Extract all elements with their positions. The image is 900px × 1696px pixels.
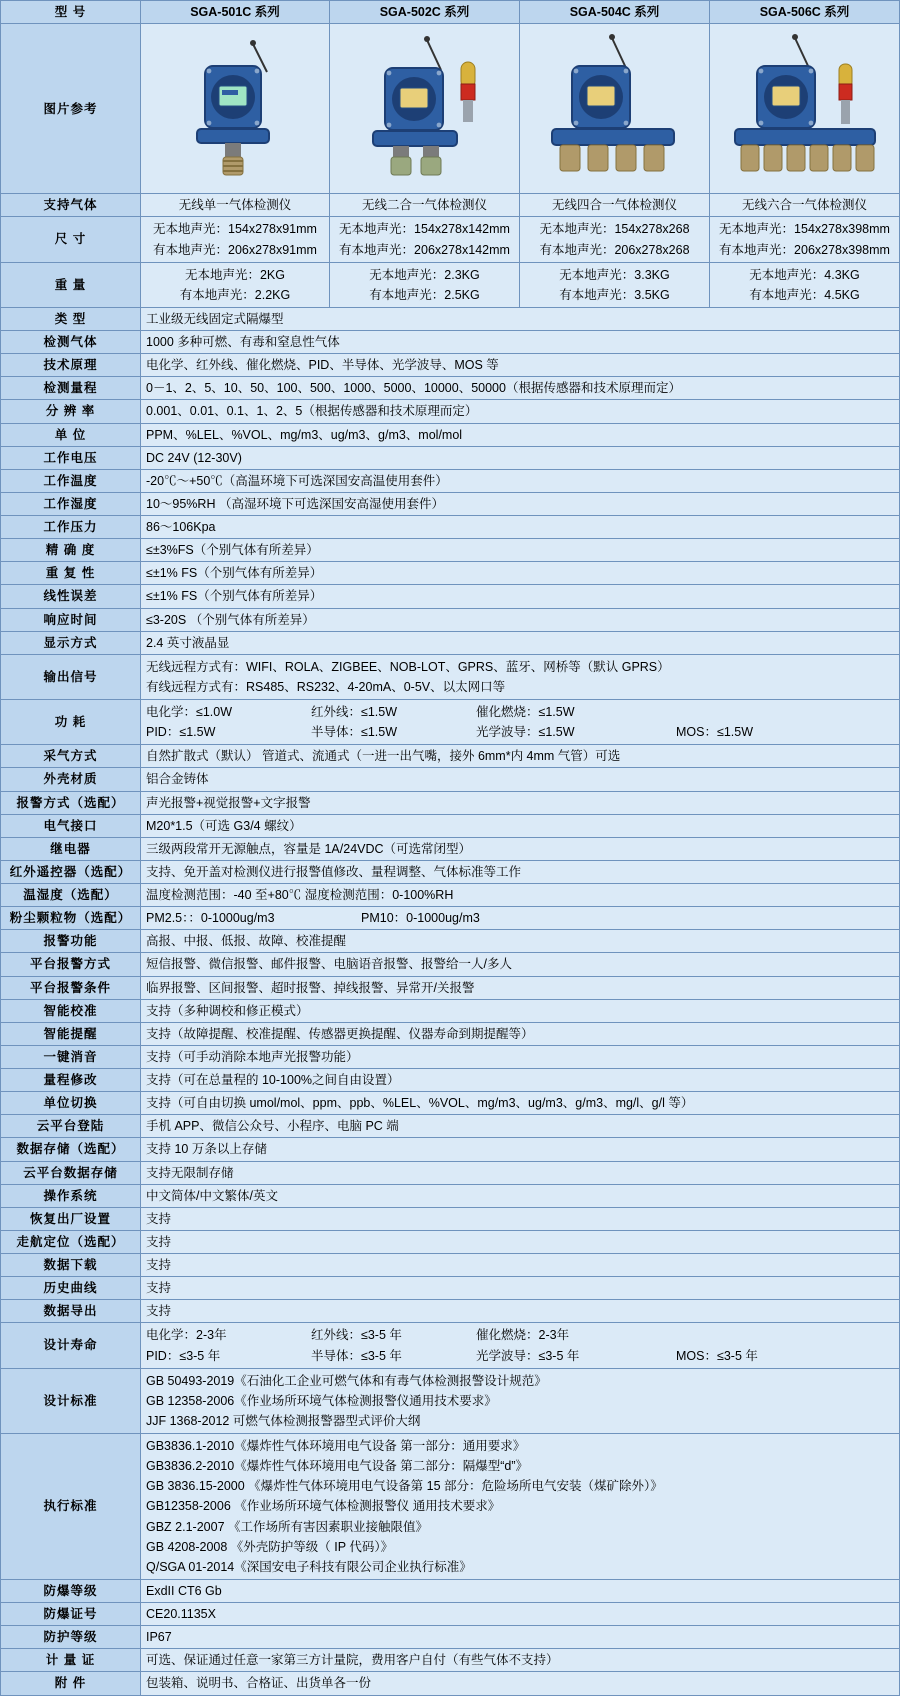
row-value-lifetime [141, 1323, 900, 1368]
row-label-model: 型 号 [1, 1, 141, 24]
table-row-power [1, 700, 900, 745]
row-value-power [141, 700, 900, 745]
row-label-humidity: 工作湿度 [1, 492, 141, 515]
row-value-metrology-cert: 可选、保证通过任意一家第三方计量院，费用客户自付（有些气体不支持） [141, 1649, 900, 1672]
row-value-platform-alarm-condition: 临界报警、区间报警、超时报警、掉线报警、异常开/关报警 [141, 976, 900, 999]
row-value-cloud-login: 手机 APP、微信公众号、小程序、电脑 PC 端 [141, 1115, 900, 1138]
table-row-platform-alarm-mode [1, 953, 900, 976]
power-electrochemical: 电化学：≤1.0W [146, 705, 233, 719]
lifetime-catalytic: 催化燃烧：2-3年 [476, 1328, 570, 1343]
table-row-display [1, 631, 900, 654]
lifetime-semiconductor: 半导体：≤3-5 年 [311, 1348, 402, 1363]
row-label-type: 类 型 [1, 307, 141, 330]
weight-3-line-1: 无本地声光：3.3KG [559, 267, 670, 282]
size-3-line-1: 无本地声光：154x278x268 [539, 222, 690, 237]
dust-line [146, 909, 894, 927]
row-label-size: 尺 寸 [1, 217, 141, 262]
row-label-one-key-mute: 一键消音 [1, 1045, 141, 1068]
table-row-repeatability [1, 562, 900, 585]
power-catalytic: 催化燃烧：≤1.5W [476, 705, 575, 719]
row-value-unit-switch: 支持（可自由切换 umol/mol、ppm、ppb、%LEL、%VOL、mg/m3、ug/m3、g/m3、mg/l、g/l 等） [141, 1092, 900, 1115]
row-label-data-export: 数据导出 [1, 1300, 141, 1323]
row-label-electrical-interface: 电气接口 [1, 814, 141, 837]
power-infrared: 红外线：≤1.5W [311, 705, 398, 719]
table-row-dust [1, 907, 900, 930]
row-value-dust [141, 907, 900, 930]
lifetime-optical: 光学波导：≤3-5 年 [476, 1348, 580, 1363]
row-label-accuracy: 精 确 度 [1, 539, 141, 562]
table-row-tech-principle [1, 354, 900, 377]
row-value-temperature: -20℃～+50℃（高温环境下可选深国安高温使用套件） [141, 469, 900, 492]
table-row-range [1, 377, 900, 400]
exec-standard-line-2: GB3836.2-2010《爆炸性气体环境用电气设备 第二部分：隔爆型“d”》 [146, 1459, 529, 1474]
table-row-detect-gas [1, 331, 900, 354]
exec-standard-line-7: Q/SGA 01-2014《深国安电子科技有限公司企业执行标准》 [146, 1559, 472, 1574]
table-row-unit [1, 423, 900, 446]
row-value-one-key-mute: 支持（可手动消除本地声光报警功能） [141, 1045, 900, 1068]
power-line-2 [146, 722, 894, 742]
table-row-sampling [1, 745, 900, 768]
device-image-1 [141, 24, 330, 194]
lifetime-line-2 [146, 1346, 894, 1366]
power-line-1 [146, 702, 894, 722]
row-label-metrology-cert: 计 量 证 [1, 1649, 141, 1672]
row-value-voltage: DC 24V (12-30V) [141, 446, 900, 469]
row-label-weight: 重 量 [1, 262, 141, 307]
weight-2-line-2: 有本地声光：2.5KG [369, 287, 480, 302]
table-row-os [1, 1184, 900, 1207]
table-row-ip-grade [1, 1626, 900, 1649]
table-row-shell-material [1, 768, 900, 791]
row-label-support-gas: 支持气体 [1, 194, 141, 217]
size-4-line-2: 有本地声光：206x278x398mm [719, 242, 890, 257]
column-header-model-1: SGA-501C 系列 [141, 1, 330, 24]
row-label-linearity: 线性误差 [1, 585, 141, 608]
size-1-line-2: 有本地声光：206x278x91mm [153, 242, 317, 257]
table-row-cloud-storage [1, 1161, 900, 1184]
row-value-tech-principle: 电化学、红外线、催化燃烧、PID、半导体、光学波导、MOS 等 [141, 354, 900, 377]
table-row-weight [1, 262, 900, 307]
gas-detector-icon-4 [725, 26, 885, 186]
row-value-exec-standard [141, 1434, 900, 1580]
row-label-ip-grade: 防护等级 [1, 1626, 141, 1649]
table-row-platform-alarm-condition [1, 976, 900, 999]
row-value-electrical-interface: M20*1.5（可选 G3/4 螺纹） [141, 814, 900, 837]
row-value-os: 中文简体/中文繁体/英文 [141, 1184, 900, 1207]
row-value-ip-grade: IP67 [141, 1626, 900, 1649]
row-label-data-storage: 数据存储（选配） [1, 1138, 141, 1161]
weight-1-line-2: 有本地声光：2.2KG [179, 287, 291, 302]
size-1-line-1: 无本地声光：154x278x91mm [153, 222, 317, 237]
table-row-data-download [1, 1254, 900, 1277]
row-value-resolution: 0.001、0.01、0.1、1、2、5（根据传感器和技术原理而定） [141, 400, 900, 423]
table-row-relay [1, 837, 900, 860]
table-row-pressure [1, 516, 900, 539]
lifetime-pid: PID：≤3-5 年 [146, 1348, 221, 1363]
table-row-exec-standard [1, 1434, 900, 1580]
size-3-line-2: 有本地声光：206x278x268 [539, 242, 690, 257]
row-label-sampling: 采气方式 [1, 745, 141, 768]
row-label-response-time: 响应时间 [1, 608, 141, 631]
column-header-model-3: SGA-504C 系列 [520, 1, 710, 24]
row-value-ir-remote: 支持、免开盖对检测仪进行报警值修改、量程调整、气体标准等工作 [141, 860, 900, 883]
row-value-data-export: 支持 [141, 1300, 900, 1323]
row-label-detect-gas: 检测气体 [1, 331, 141, 354]
dust-pm10: PM10：0-1000ug/m3 [361, 911, 480, 926]
power-semiconductor: 半导体：≤1.5W [311, 725, 398, 740]
row-value-repeatability: ≤±1% FS（个别气体有所差异） [141, 562, 900, 585]
support-gas-1: 无线单一气体检测仪 [141, 194, 330, 217]
gas-detector-icon-2 [355, 26, 495, 186]
table-row-size [1, 217, 900, 262]
row-label-resolution: 分 辨 率 [1, 400, 141, 423]
row-label-ir-remote: 红外遥控器（选配） [1, 860, 141, 883]
device-image-2 [330, 24, 520, 194]
exec-standard-line-5: GBZ 2.1-2007 《工作场所有害因素职业接触限值》 [146, 1519, 428, 1534]
table-row-output-signal [1, 654, 900, 699]
row-value-smart-calibration: 支持（多种调校和修正模式） [141, 999, 900, 1022]
table-row-cloud-login [1, 1115, 900, 1138]
table-row-accessories [1, 1672, 900, 1695]
row-label-range-modify: 量程修改 [1, 1069, 141, 1092]
row-label-design-standard: 设计标准 [1, 1368, 141, 1433]
row-label-temp-humidity-option: 温湿度（选配） [1, 884, 141, 907]
gas-detector-icon-1 [175, 26, 295, 186]
row-value-relay: 三级两段常开无源触点，容量是 1A/24VDC（可选常闭型） [141, 837, 900, 860]
device-image-4 [710, 24, 900, 194]
table-row-data-storage [1, 1138, 900, 1161]
design-standard-line-1: GB 50493-2019《石油化工企业可燃气体和有毒气体检测报警设计规范》 [146, 1373, 547, 1388]
table-row-alarm-function [1, 930, 900, 953]
row-value-smart-reminder: 支持（故障提醒、校准提醒、传感器更换提醒、仪器寿命到期提醒等） [141, 1022, 900, 1045]
row-label-ex-cert: 防爆证号 [1, 1603, 141, 1626]
row-value-range-modify: 支持（可在总量程的 10-100%之间自由设置） [141, 1069, 900, 1092]
row-label-accessories: 附 件 [1, 1672, 141, 1695]
row-label-unit-switch: 单位切换 [1, 1092, 141, 1115]
lifetime-infrared: 红外线：≤3-5 年 [311, 1328, 402, 1343]
row-label-power: 功 耗 [1, 700, 141, 745]
row-value-cloud-storage: 支持无限制存储 [141, 1161, 900, 1184]
row-value-accuracy: ≤±3%FS（个别气体有所差异） [141, 539, 900, 562]
weight-1 [141, 262, 330, 307]
row-label-unit: 单 位 [1, 423, 141, 446]
table-row-model [1, 1, 900, 24]
size-2-line-1: 无本地声光：154x278x142mm [339, 222, 510, 237]
table-row-metrology-cert [1, 1649, 900, 1672]
row-value-design-standard [141, 1368, 900, 1433]
column-header-model-2: SGA-502C 系列 [330, 1, 520, 24]
row-label-mobile-positioning: 走航定位（选配） [1, 1230, 141, 1253]
exec-standard-line-3: GB 3836.15-2000 《爆炸性气体环境用电气设备第 15 部分：危险场所电气安装（煤矿除外）》 [146, 1479, 663, 1494]
device-image-3 [520, 24, 710, 194]
weight-2 [330, 262, 520, 307]
row-label-dust: 粉尘颗粒物（选配） [1, 907, 141, 930]
table-row-design-standard [1, 1368, 900, 1433]
table-row-support-gas [1, 194, 900, 217]
weight-1-line-1: 无本地声光：2KG [184, 267, 285, 282]
row-value-data-download: 支持 [141, 1254, 900, 1277]
row-value-platform-alarm-mode: 短信报警、微信报警、邮件报警、电脑语音报警、报警给一人/多人 [141, 953, 900, 976]
table-row-electrical-interface [1, 814, 900, 837]
table-row-type [1, 307, 900, 330]
table-row-lifetime [1, 1323, 900, 1368]
size-2-line-2: 有本地声光：206x278x142mm [339, 242, 510, 257]
row-label-alarm-mode: 报警方式（选配） [1, 791, 141, 814]
support-gas-3: 无线四合一气体检测仪 [520, 194, 710, 217]
row-label-image-ref: 图片参考 [1, 24, 141, 194]
row-value-mobile-positioning: 支持 [141, 1230, 900, 1253]
table-row-linearity [1, 585, 900, 608]
row-label-output-signal: 输出信号 [1, 654, 141, 699]
table-row-data-export [1, 1300, 900, 1323]
power-pid: PID：≤1.5W [146, 725, 216, 740]
table-row-smart-calibration [1, 999, 900, 1022]
row-value-output-signal [141, 654, 900, 699]
row-label-factory-reset: 恢复出厂设置 [1, 1207, 141, 1230]
weight-4-line-1: 无本地声光：4.3KG [749, 267, 860, 282]
table-row-ex-grade [1, 1579, 900, 1602]
dust-pm25: PM2.5：：0-1000ug/m3 [146, 911, 275, 926]
row-label-smart-reminder: 智能提醒 [1, 1022, 141, 1045]
table-row-one-key-mute [1, 1045, 900, 1068]
size-3 [520, 217, 710, 262]
row-value-unit: PPM、%LEL、%VOL、mg/m3、ug/m3、g/m3、mol/mol [141, 423, 900, 446]
table-row-mobile-positioning [1, 1230, 900, 1253]
row-label-pressure: 工作压力 [1, 516, 141, 539]
output-signal-wireless: 无线远程方式有：WIFI、ROLA、ZIGBEE、NOB-LOT、GPRS、蓝牙、网桥等（默认 GPRS） [146, 659, 670, 674]
row-label-relay: 继电器 [1, 837, 141, 860]
row-label-display: 显示方式 [1, 631, 141, 654]
weight-3 [520, 262, 710, 307]
weight-2-line-1: 无本地声光：2.3KG [369, 267, 480, 282]
column-header-model-4: SGA-506C 系列 [710, 1, 900, 24]
table-row-temp-humidity-option [1, 884, 900, 907]
exec-standard-line-4: GB12358-2006 《作业场所环境气体检测报警仪 通用技术要求》 [146, 1499, 501, 1514]
row-value-range: 0－1、2、5、10、50、100、500、1000、5000、10000、50000（根据传感器和技术原理而定） [141, 377, 900, 400]
row-label-os: 操作系统 [1, 1184, 141, 1207]
weight-4-line-2: 有本地声光：4.5KG [749, 287, 860, 302]
lifetime-mos: MOS：≤3-5 年 [676, 1348, 758, 1363]
table-row-ir-remote [1, 860, 900, 883]
row-label-cloud-storage: 云平台数据存储 [1, 1161, 141, 1184]
row-value-linearity: ≤±1% FS（个别气体有所差异） [141, 585, 900, 608]
row-value-detect-gas: 1000 多种可燃、有毒和窒息性气体 [141, 331, 900, 354]
row-label-alarm-function: 报警功能 [1, 930, 141, 953]
row-label-temperature: 工作温度 [1, 469, 141, 492]
exec-standard-line-6: GB 4208-2008 《外壳防护等级（ IP 代码）》 [146, 1539, 394, 1554]
size-4 [710, 217, 900, 262]
table-row-temperature [1, 469, 900, 492]
row-value-alarm-function: 高报、中报、低报、故障、校准提醒 [141, 930, 900, 953]
support-gas-2: 无线二合一气体检测仪 [330, 194, 520, 217]
row-label-data-download: 数据下载 [1, 1254, 141, 1277]
design-standard-line-2: GB 12358-2006《作业场所环境气体检测报警仪通用技术要求》 [146, 1393, 497, 1408]
table-row-response-time [1, 608, 900, 631]
row-value-factory-reset: 支持 [141, 1207, 900, 1230]
power-mos: MOS：≤1.5W [676, 725, 754, 740]
support-gas-4: 无线六合一气体检测仪 [710, 194, 900, 217]
row-label-tech-principle: 技术原理 [1, 354, 141, 377]
table-row-range-modify [1, 1069, 900, 1092]
table-row-humidity [1, 492, 900, 515]
row-value-display: 2.4 英寸液晶显 [141, 631, 900, 654]
row-value-sampling: 自然扩散式（默认） 管道式、流通式（一进一出气嘴，接外 6mm*内 4mm 气管）可选 [141, 745, 900, 768]
design-standard-line-3: JJF 1368-2012 可燃气体检测报警器型式评价大纲 [146, 1413, 421, 1428]
row-value-shell-material: 铝合金铸体 [141, 768, 900, 791]
row-label-range: 检测量程 [1, 377, 141, 400]
row-label-shell-material: 外壳材质 [1, 768, 141, 791]
row-label-history-curve: 历史曲线 [1, 1277, 141, 1300]
table-row-smart-reminder [1, 1022, 900, 1045]
row-label-repeatability: 重 复 性 [1, 562, 141, 585]
lifetime-line-1 [146, 1325, 894, 1345]
row-label-voltage: 工作电压 [1, 446, 141, 469]
table-row-factory-reset [1, 1207, 900, 1230]
weight-3-line-2: 有本地声光：3.5KG [559, 287, 670, 302]
size-1 [141, 217, 330, 262]
row-value-history-curve: 支持 [141, 1277, 900, 1300]
table-row-unit-switch [1, 1092, 900, 1115]
row-label-smart-calibration: 智能校准 [1, 999, 141, 1022]
power-optical: 光学波导：≤1.5W [476, 725, 575, 740]
row-value-data-storage: 支持 10 万条以上存储 [141, 1138, 900, 1161]
output-signal-wired: 有线远程方式有：RS485、RS232、4-20mA、0-5V、以太网口等 [146, 679, 506, 694]
table-row-history-curve [1, 1277, 900, 1300]
row-value-alarm-mode: 声光报警+视觉报警+文字报警 [141, 791, 900, 814]
row-label-platform-alarm-mode: 平台报警方式 [1, 953, 141, 976]
row-label-exec-standard: 执行标准 [1, 1434, 141, 1580]
row-value-temp-humidity-option: 温度检测范围：-40 至+80℃ 湿度检测范围：0-100%RH [141, 884, 900, 907]
gas-detector-icon-3 [540, 26, 690, 186]
size-4-line-1: 无本地声光：154x278x398mm [719, 222, 890, 237]
row-value-response-time: ≤3-20S （个别气体有所差异） [141, 608, 900, 631]
table-row-ex-cert [1, 1603, 900, 1626]
table-row-accuracy [1, 539, 900, 562]
table-row-resolution [1, 400, 900, 423]
size-2 [330, 217, 520, 262]
weight-4 [710, 262, 900, 307]
row-value-ex-grade: ExdII CT6 Gb [141, 1579, 900, 1602]
table-row-voltage [1, 446, 900, 469]
lifetime-electrochemical: 电化学：2-3年 [146, 1328, 227, 1343]
row-value-type: 工业级无线固定式隔爆型 [141, 307, 900, 330]
row-value-pressure: 86～106Kpa [141, 516, 900, 539]
row-label-platform-alarm-condition: 平台报警条件 [1, 976, 141, 999]
row-label-cloud-login: 云平台登陆 [1, 1115, 141, 1138]
row-label-lifetime: 设计寿命 [1, 1323, 141, 1368]
row-label-ex-grade: 防爆等级 [1, 1579, 141, 1602]
row-value-humidity: 10～95%RH （高湿环境下可选深国安高湿使用套件） [141, 492, 900, 515]
table-row-alarm-mode [1, 791, 900, 814]
exec-standard-line-1: GB3836.1-2010《爆炸性气体环境用电气设备 第一部分：通用要求》 [146, 1439, 526, 1453]
row-value-ex-cert: CE20.1135X [141, 1603, 900, 1626]
table-row-image [1, 24, 900, 194]
row-value-accessories: 包装箱、说明书、合格证、出货单各一份 [141, 1672, 900, 1695]
